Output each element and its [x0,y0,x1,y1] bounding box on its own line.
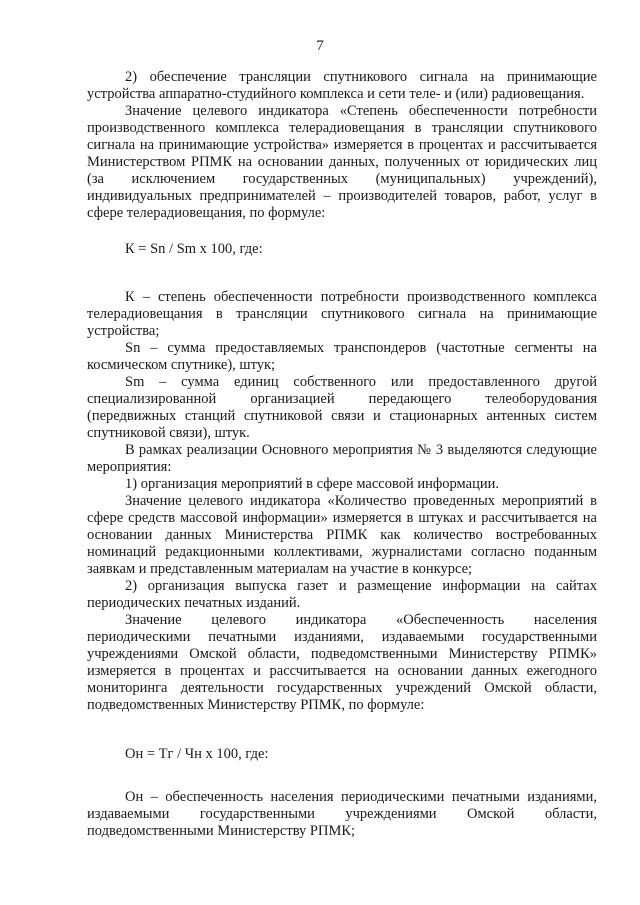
definition-on: Он – обеспеченность населения периодическими печатными изданиями, издаваемыми государственными учреждениями Омской области, подведомственными Министерству РПМК; [87,789,597,839]
paragraph-event-1: 1) организация мероприятий в сфере массовой информации. [125,476,499,492]
formula-on: Он = Тг / Чн x 100, где: [125,746,269,762]
definition-k: К – степень обеспеченности потребности производственного комплекса телерадиовещания в трансляции спутникового сигнала на принимающие устройства; [87,289,597,339]
page-number: 7 [316,38,324,54]
paragraph-satellite-indicator: Значение целевого индикатора «Степень обеспеченности потребности производственного комплекса телерадиовещания в трансляции спутникового сигнала на принимающие устройства» измеряется в процентах и рассчитывается Министерством РПМК на основании данных, полученных от юридических лиц (за исключением государственных (муниципальных) учреждений), индивидуальных предпринимателей – производителей товаров, работ, услуг в сфере телерадиовещания, по формуле: [87,103,597,221]
paragraph-main-event-3: В рамках реализации Основного мероприятия № 3 выделяются следующие мероприятия: [87,442,597,475]
definition-sm: Sm – сумма единиц собственного или предоставленного другой специализированной организацией передающего телеоборудования (передвижных станций спутниковой связи и стационарных антенных систем спутниковой связи), штук. [87,374,597,441]
paragraph-press-indicator: Значение целевого индикатора «Обеспеченность населения периодическими печатными изданиями, издаваемыми государственными учреждениями Омской области, подведомственными Министерству РПМК» измеряется в процентах и рассчитывается на основании данных ежегодного мониторинга деятельности государственных учреждений Омской области, подведомственных Министерству РПМК, по формуле: [87,612,597,713]
definition-sn: Sn – сумма предоставляемых транспондеров (частотные сегменты на космическом спутнике), штук; [87,340,597,373]
document-body [87,69,597,840]
paragraph-item-2: 2) обеспечение трансляции спутникового сигнала на принимающие устройства аппаратно-студийного комплекса и сети теле- и (или) радиовещания. [87,69,597,102]
paragraph-event-2: 2) организация выпуска газет и размещение информации на сайтах периодических печатных изданий. [87,578,597,611]
formula-k: К = Sn / Sm x 100, где: [125,241,263,257]
paragraph-events-indicator: Значение целевого индикатора «Количество проведенных мероприятий в сфере средств массовой информации» измеряется в штуках и рассчитывается на основании данных Министерства РПМК как количество востребованных номинаций редакционными коллективами, журналистами согласно поданным заявкам и представленным материалам на участие в конкурсе; [87,493,597,577]
